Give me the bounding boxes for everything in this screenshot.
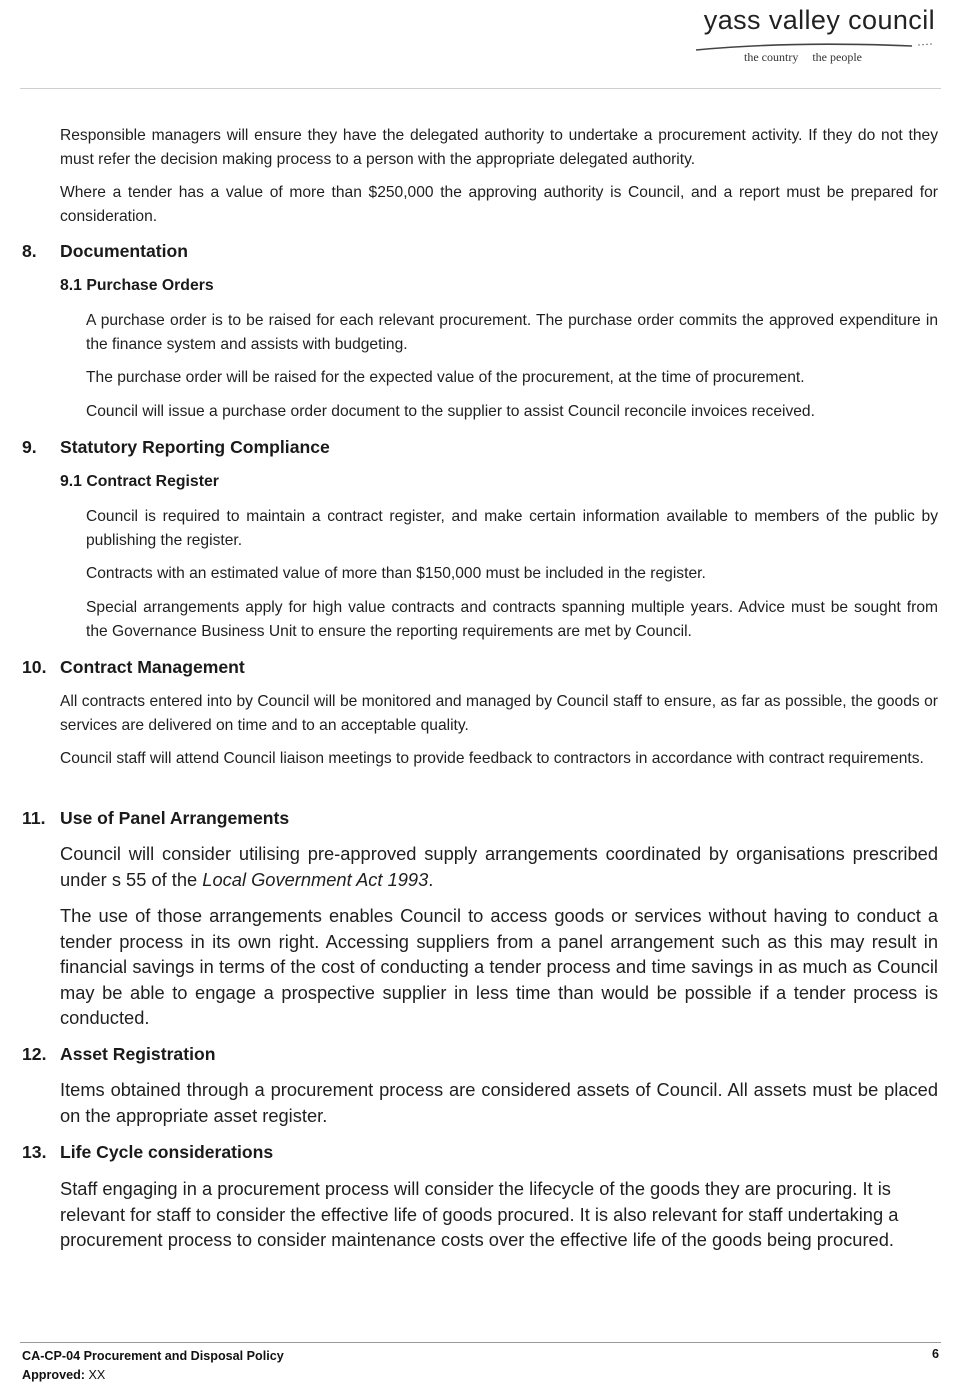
intro-paragraph-1: Responsible managers will ensure they have the delegated authority to undertake a procurement activity. If they do not they must refer the decision making process to a person with the appropriate delegated authority. (60, 127, 938, 168)
section-9-paragraph-2: Contracts with an estimated value of more than $150,000 must be included in the register. (86, 565, 706, 582)
section-8-heading (22, 241, 188, 262)
section-13-title: Life Cycle considerations (60, 1142, 274, 1162)
section-8-paragraph-2: The purchase order will be raised for the expected value of the procurement, at the time of procurement. (86, 369, 805, 386)
section-11-paragraph-1-text: Council will consider utilising pre-approved supply arrangements coordinated by organisations prescribed under s 55 of the (60, 843, 938, 890)
section-12-title: Asset Registration (60, 1044, 216, 1064)
subsection-8-1-heading: 8.1 Purchase Orders (60, 277, 214, 294)
footer-approved-value: XX (84, 1368, 106, 1382)
council-logo (690, 4, 935, 64)
section-13-paragraph-1: Staff engaging in a procurement process will consider the lifecycle of the goods they are procuring. It is relevant for staff to consider the effective life of goods procured. It is also relevant for staff undertaking a procurement process to consider maintenance costs over the effective life of the goods being procured. (60, 1178, 899, 1251)
local-government-act-citation: Local Government Act 1993 (202, 868, 429, 890)
header-divider (20, 88, 941, 89)
section-8-number: 8. (22, 241, 37, 261)
section-10-number: 10. (22, 657, 47, 677)
footer-divider (20, 1342, 941, 1343)
section-12-number: 12. (22, 1044, 47, 1064)
page-number: 6 (931, 1347, 939, 1361)
section-11-heading (22, 808, 289, 829)
section-11-paragraph-1 (60, 841, 938, 892)
section-11-title: Use of Panel Arrangements (60, 808, 290, 828)
logo-name: yass valley council (703, 5, 935, 35)
section-11-paragraph-2: The use of those arrangements enables Council to access goods or services without having to conduct a tender process in its own right. Accessing suppliers from a panel arrangement such as this may result in financial savings in terms of the cost of conducting a tender process and time savings in as much as Council may be able to engage a prospective supplier in less time than would be possible if a tender process is conducted. (60, 905, 938, 1029)
section-10-heading (22, 657, 245, 678)
section-10-title: Contract Management (60, 657, 245, 677)
section-8-title: Documentation (60, 241, 189, 261)
section-13-number: 13. (22, 1142, 47, 1162)
footer-document-info (22, 1347, 284, 1385)
section-10-paragraph-1: All contracts entered into by Council will be monitored and managed by Council staff to ensure, as far as possible, the goods or services are delivered on time and to an acceptable quality. (60, 693, 938, 734)
section-8-paragraph-3: Council will issue a purchase order document to the supplier to assist Council reconcile invoices received. (86, 403, 815, 420)
subsection-9-1-heading: 9.1 Contract Register (60, 473, 219, 490)
logo-tag-people: the people (812, 50, 862, 64)
section-9-number: 9. (22, 437, 37, 457)
footer-doc-reference: CA-CP-04 Procurement and Disposal Policy (22, 1349, 284, 1363)
section-11-paragraph-1-end: . (428, 868, 434, 890)
section-8-paragraph-1: A purchase order is to be raised for each relevant procurement. The purchase order commits the approved expenditure in the finance system and assists with budgeting. (86, 312, 938, 353)
section-9-heading (22, 437, 330, 458)
section-10-paragraph-2: Council staff will attend Council liaison meetings to provide feedback to contractors in accordance with contract requirements. (60, 750, 924, 767)
section-12-heading (22, 1044, 215, 1065)
section-9-title: Statutory Reporting Compliance (60, 437, 330, 457)
intro-paragraph-2: Where a tender has a value of more than $250,000 the approving authority is Council, and a report must be prepared for consideration. (60, 184, 938, 225)
section-9-paragraph-3: Special arrangements apply for high value contracts and contracts spanning multiple years. Advice must be sought from the Governance Business Unit to ensure the reporting requirements are met by Council. (86, 599, 938, 640)
logo-tag-country: the country (744, 50, 799, 64)
section-11-number: 11. (22, 808, 46, 828)
logo-tagline (744, 50, 862, 65)
section-13-heading (22, 1142, 273, 1163)
section-9-paragraph-1: Council is required to maintain a contract register, and make certain information available to members of the public by publishing the register. (86, 508, 938, 549)
section-12-paragraph-1: Items obtained through a procurement process are considered assets of Council. All assets must be placed on the appropriate asset register. (60, 1079, 938, 1126)
footer-approved-label: Approved: (22, 1368, 85, 1382)
